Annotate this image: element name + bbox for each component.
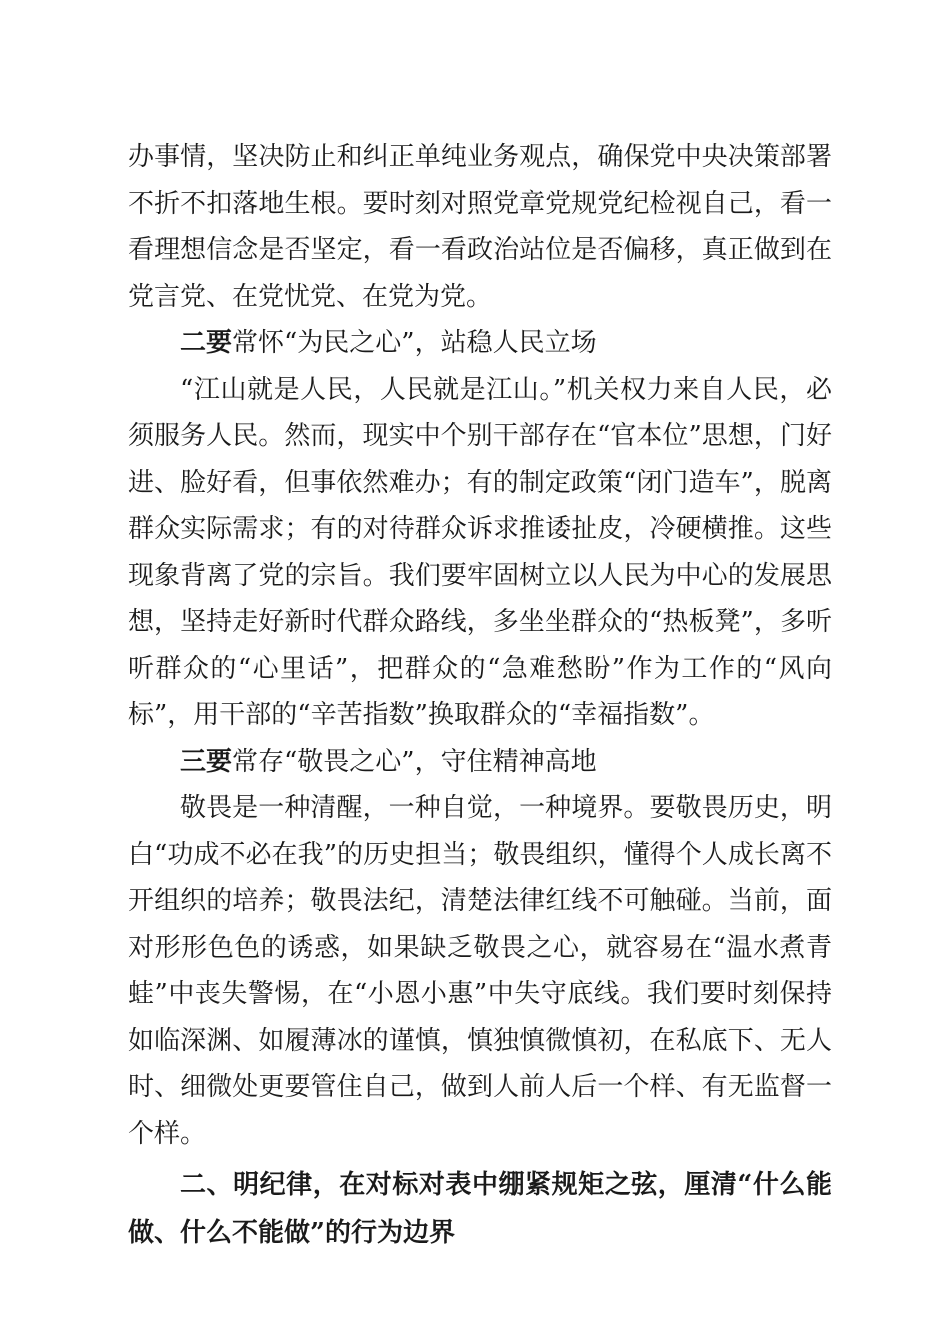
- subheading-two-lead: 二要: [180, 328, 233, 358]
- subheading-three: [128, 739, 832, 786]
- subheading-three-text: 常存“敬畏之心”，守住精神高地: [232, 746, 597, 777]
- paragraph-continuation: 办事情，坚决防止和纠正单纯业务观点，确保党中央决策部署不折不扣落地生根。要时刻对照党章党规党纪检视自己，看一看理想信念是否坚定，看一看政治站位是否偏移，真正做到在党言党、在党忧党、在党为党。: [128, 142, 832, 312]
- subheading-three-lead: 三要: [180, 746, 233, 777]
- subheading-two: [128, 320, 832, 367]
- paragraph-reverence: 敬畏是一种清醒，一种自觉，一种境界。要敬畏历史，明白“功成不必在我”的历史担当；敬畏组织，懂得个人成长离不开组织的培养；敬畏法纪，清楚法律红线不可触碰。当前，面对形形色色的诱惑，如果缺乏敬畏之心，就容易在“温水煮青蛙”中丧失警惕，在“小恩小惠”中失守底线。我们要时刻保持如临深渊、如履薄冰的谨慎，慎独慎微慎初，在私底下、无人时、细微处更要管住自己，做到人前人后一个样、有无监督一个样。: [128, 793, 832, 1149]
- paragraph-people: “江山就是人民，人民就是江山。”机关权力来自人民，必须服务人民。然而，现实中个别干部存在“官本位”思想，门好进、脸好看，但事依然难办；有的制定政策“闭门造车”，脱离群众实际需求；有的对待群众诉求推诿扯皮，冷硬横推。这些现象背离了党的宗旨。我们要牢固树立以人民为中心的发展思想，坚持走好新时代群众路线，多坐坐群众的“热板凳”，多听听群众的“心里话”，把群众的“急难愁盼”作为工作的“风向标”，用干部的“辛苦指数”换取群众的“幸福指数”。: [128, 374, 832, 730]
- section-heading-two: 二、明纪律，在对标对表中绷紧规矩之弦，厘清“什么能做、什么不能做”的行为边界: [128, 1170, 832, 1248]
- subheading-two-text: 常怀“为民之心”，站稳人民立场: [232, 328, 597, 358]
- document-body: [128, 134, 832, 1257]
